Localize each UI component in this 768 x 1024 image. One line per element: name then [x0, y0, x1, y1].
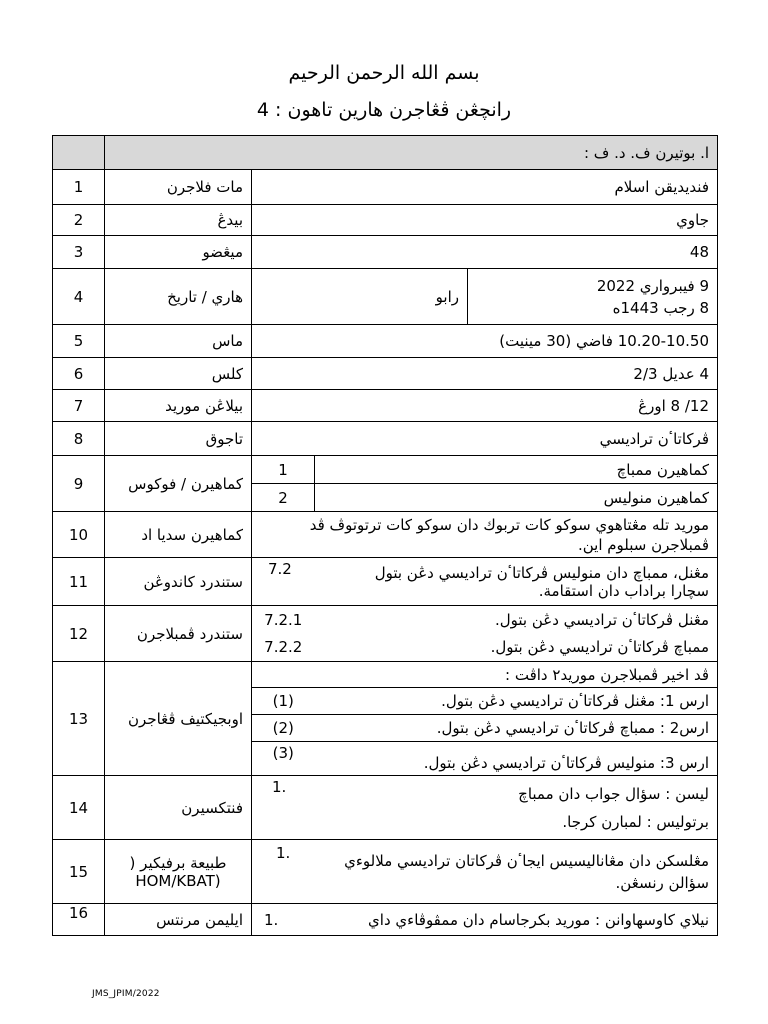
table-row	[53, 358, 718, 390]
table-row	[53, 512, 718, 558]
row-number: 7	[53, 390, 105, 422]
hots-line1: مڠلسكن دان مڠاناليسيس ايجاٴن ڤركاتان تراديسي ملالوءي	[344, 851, 709, 870]
row-number: 6	[53, 358, 105, 390]
lesson-plan-table	[52, 135, 718, 936]
row-number: 2	[53, 205, 105, 236]
table-row	[53, 662, 718, 688]
table-row	[53, 776, 718, 840]
item-number: .1	[264, 911, 279, 929]
objective-intro: ڤد اخير ڤمبلاجرن موريد٢ داڤت :	[252, 662, 718, 688]
item-text: ارس 3: منوليس ڤركاتاٴن تراديسي دڠن بتول.	[315, 742, 718, 776]
row-label: هاري / تاريخ	[105, 269, 252, 325]
table-row	[53, 606, 718, 634]
table-row	[53, 236, 718, 269]
row-value	[252, 904, 718, 936]
day-value: رابو	[252, 269, 468, 325]
table-row	[53, 422, 718, 456]
row-number: 15	[53, 840, 105, 904]
table-row	[53, 170, 718, 205]
table-row	[53, 840, 718, 904]
table-row	[53, 136, 718, 170]
item-number: 1	[252, 456, 315, 484]
item-text: ممباچ ڤركاتاٴن تراديسي دڠن بتول.	[315, 634, 718, 662]
row-label: ستندرد ڤمبلاجرن	[105, 606, 252, 662]
item-number: (1)	[252, 688, 315, 715]
row-number: 8	[53, 422, 105, 456]
row-label: فنتكسيرن	[105, 776, 252, 840]
standard-text-line2: سچارا براداب دان استقامة.	[538, 581, 709, 600]
row-label: ايليمن مرنتس	[105, 904, 252, 936]
row-value: موريد تله مڠتاهوي سوكو كات تربوك دان سوكو كات ترتوتوڤ ڤد ڤمبلاجرن سبلوم اين.	[252, 512, 718, 558]
table-row	[53, 205, 718, 236]
row-label: بيدڠ	[105, 205, 252, 236]
item-number: (3)	[252, 742, 315, 776]
row-value: 48	[252, 236, 718, 269]
row-value: فنديديقن اسلام	[252, 170, 718, 205]
row-label: اوبجيكتيف ڤڠاجرن	[105, 662, 252, 776]
standard-code: 7.2	[268, 560, 292, 578]
row-number: 4	[53, 269, 105, 325]
row-value: ڤركاتاٴن تراديسي	[252, 422, 718, 456]
item-text: ارس 1: مڠنل ڤركاتاٴن تراديسي دڠن بتول.	[315, 688, 718, 715]
row-value: 10.20-10.50 فاضي (30 مينيت)	[252, 325, 718, 358]
row-value: 12/ 8 اورڠ	[252, 390, 718, 422]
item-text: ارس2 : ممباچ ڤركاتاٴن تراديسي دڠن بتول.	[315, 715, 718, 742]
element-text: نيلاي كاوسهاوانن : موريد بكرجاسام دان ممڤوڤاءي داي	[368, 910, 709, 929]
row-label: مات فلاجرن	[105, 170, 252, 205]
date-hijri: 8 رجب 1443ه	[612, 298, 709, 317]
item-text: كماهيرن منوليس	[315, 484, 718, 512]
row-label: كلس	[105, 358, 252, 390]
row-label: ستندرد كاندوڠن	[105, 558, 252, 606]
row-value: 4 عديل 2/3	[252, 358, 718, 390]
table-row	[53, 269, 718, 325]
item-number: 2	[252, 484, 315, 512]
row-value	[252, 776, 718, 840]
date-value	[468, 269, 718, 325]
row-number: 3	[53, 236, 105, 269]
row-label: ماس	[105, 325, 252, 358]
row-number: 16	[53, 904, 105, 936]
basmala-heading: بسم الله الرحمن الرحيم	[288, 62, 480, 84]
hots-line2: سؤالن رنسڠن.	[615, 873, 709, 892]
item-code: 7.2.2	[252, 634, 315, 662]
row-value	[252, 840, 718, 904]
technique-line2: برتوليس : لمبارن كرجا.	[562, 812, 709, 831]
row-number: 12	[53, 606, 105, 662]
item-code: 7.2.1	[252, 606, 315, 634]
table-row	[53, 390, 718, 422]
row-number: 5	[53, 325, 105, 358]
row-number: 11	[53, 558, 105, 606]
row-label: ميڠضو	[105, 236, 252, 269]
row-label: تاجوق	[105, 422, 252, 456]
item-number: .1	[276, 844, 291, 862]
row-label: كماهيرن سديا اد	[105, 512, 252, 558]
row-label: بيلاڠن موريد	[105, 390, 252, 422]
row-number: 13	[53, 662, 105, 776]
row-label: كماهيرن / فوكوس	[105, 456, 252, 512]
item-number: .1	[272, 778, 287, 796]
item-text: كماهيرن ممباچ	[315, 456, 718, 484]
footer-code: JMS_JPIM/2022	[92, 989, 160, 999]
header-empty-cell	[53, 136, 105, 170]
row-number: 9	[53, 456, 105, 512]
table-row	[53, 456, 718, 484]
row-number: 10	[53, 512, 105, 558]
row-label: طبيعة برفيكير ( (HOM/KBAT	[105, 840, 252, 904]
technique-line1: ليسن : سؤال جواب دان ممباچ	[518, 784, 709, 803]
table-row	[53, 325, 718, 358]
table-row	[53, 904, 718, 936]
standard-text-line1: مڠنل، ممباچ دان منوليس ڤركاتاٴن تراديسي دڠن بتول	[374, 563, 709, 582]
item-number: (2)	[252, 715, 315, 742]
date-gregorian: 9 فيبرواري 2022	[596, 276, 709, 295]
row-value	[252, 558, 718, 606]
row-number: 1	[53, 170, 105, 205]
item-text: مڠنل ڤركاتاٴن تراديسي دڠن بتول.	[315, 606, 718, 634]
row-number: 14	[53, 776, 105, 840]
row-value: جاوي	[252, 205, 718, 236]
section-title: ا. بوتيرن ف. د. ف :	[105, 136, 718, 170]
page-title: رانچڠن ڤڠاجرن هارين تاهون : 4	[256, 99, 512, 121]
table-row	[53, 558, 718, 606]
